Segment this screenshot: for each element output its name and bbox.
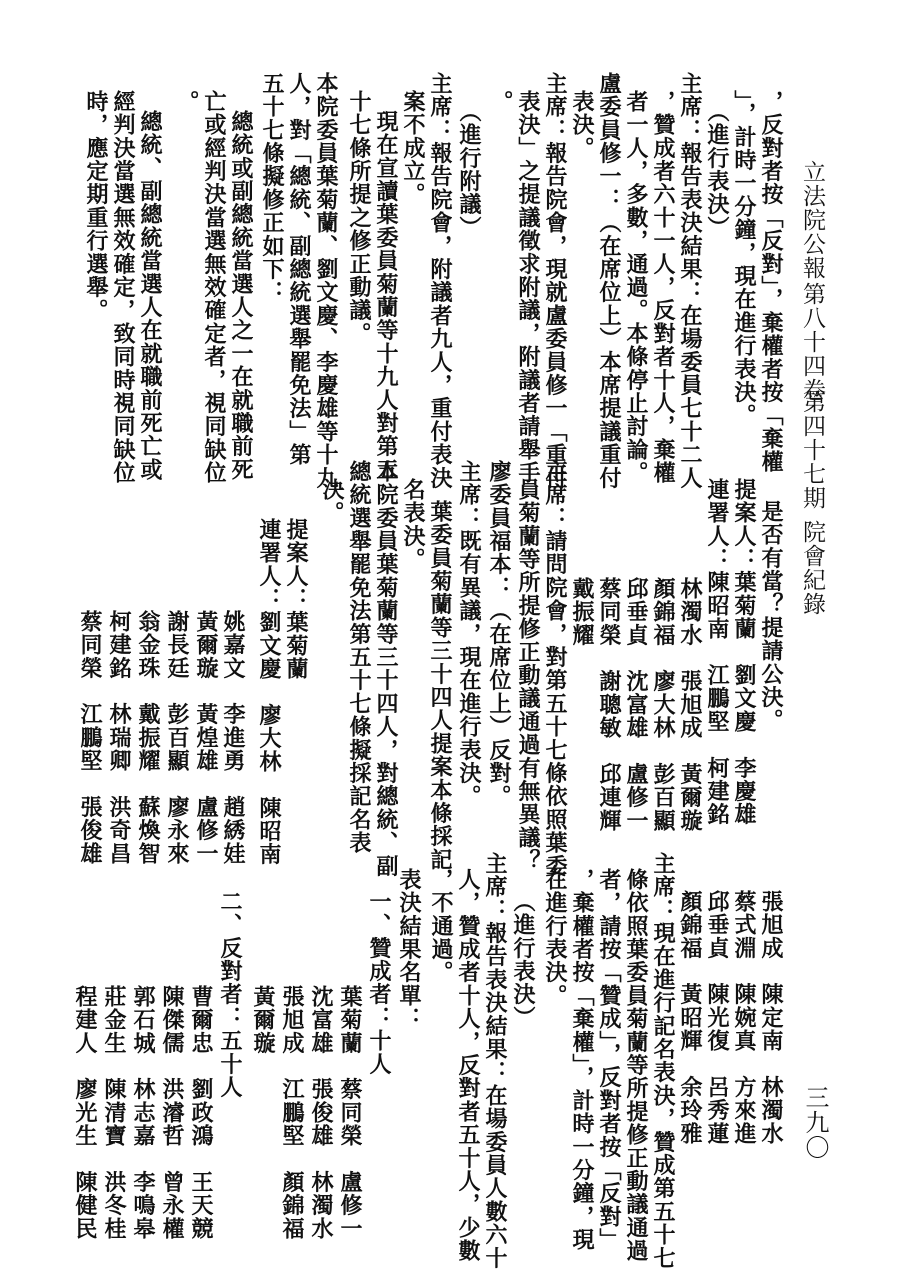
text-line: 程建人 廖光生 陳健民 — [72, 985, 98, 1241]
text-line: 時，應定期重行選舉。 — [83, 90, 109, 322]
text-line: 張旭成 江鵬堅 顏錦福 — [279, 985, 305, 1241]
text-line: 主席：既有異議，現在進行表決。 — [456, 460, 482, 808]
text-line: 亡或經判決當選無效確定者，視同缺位 — [201, 90, 227, 485]
text-line: 。 — [488, 90, 514, 114]
section-label: 院會紀錄 — [799, 520, 825, 616]
text-line: 葉委員菊蘭等三十四人提案本條採記 — [427, 500, 453, 872]
text-line: 經判決當選無效確定，致同時視同缺位 — [110, 90, 136, 485]
text-line: 張旭成 陳定南 林濁水 — [758, 890, 784, 1146]
page-number: 三九〇 — [801, 1085, 829, 1160]
text-line: 蔡同榮 謝聰敏 邱連輝 — [596, 577, 622, 833]
text-line: ，反對者按「反對」，棄權者按「棄權 — [758, 90, 784, 474]
text-line: 陳傑儒 洪濬哲 曾永權 — [159, 985, 185, 1241]
text-line: 本院委員葉菊蘭、劉文慶、李慶雄等十九 — [313, 72, 339, 490]
issue-label: 第四十七期 — [799, 390, 825, 510]
text-line: 人，贊成者十人，反對者五十人，少數 — [455, 868, 481, 1263]
text-line: （進行表決） — [704, 100, 730, 240]
text-line: ，不通過。 — [428, 868, 454, 984]
text-line: 。 — [174, 90, 200, 114]
text-line: 莊金生 陳清寶 洪冬桂 — [101, 985, 127, 1241]
text-line: 條依照葉委員菊蘭等所提修正動議通過 — [623, 868, 649, 1263]
text-line: 總統、副總統當選人在就職前死亡或 — [137, 110, 163, 482]
text-line: 謝長廷 彭百顯 廖永來 — [164, 610, 190, 866]
text-line: 決。 — [319, 478, 345, 525]
text-line: （進行附議） — [456, 100, 482, 240]
text-line: 翁金珠 戴振耀 蘇煥智 — [135, 610, 161, 866]
text-line: 郭石城 林志嘉 李鳴皋 — [130, 985, 156, 1241]
text-line: 十七條所提之修正動議。 — [346, 90, 372, 346]
text-line: 主席：報告表決結果：在場委員人數六十 — [482, 852, 508, 1270]
text-line: （進行表決） — [510, 890, 536, 1030]
text-line: 總統選舉罷免法第五十七條擬採記名表 — [346, 460, 372, 855]
text-line: ，棄權者按「棄權」，計時一分鐘，現 — [569, 868, 595, 1252]
text-line: 主席：報告院會，現就盧委員修一「重付 — [542, 72, 568, 490]
text-line: 總統或副總統當選人之一在就職前死 — [228, 110, 254, 482]
gazette-title: 立法院公報 — [799, 160, 825, 280]
text-line: 提案人：葉菊蘭 — [283, 518, 309, 681]
text-line: 顏錦福 黃昭輝 余玲雅 — [677, 890, 703, 1146]
text-line: 表決」之提議徵求附議，附議者請舉手 — [515, 90, 541, 485]
text-line: 曹爾忠 劉政鴻 王天競 — [188, 985, 214, 1241]
text-line: 邱垂貞 陳光復 呂秀蓮 — [704, 890, 730, 1146]
text-line: 提案人：葉菊蘭 劉文慶 李慶雄 — [731, 478, 757, 826]
text-line: 」，計時一分鐘，現在進行表決。 — [731, 90, 757, 427]
text-line: 柯建銘 林瑞卿 洪奇昌 — [106, 610, 132, 866]
text-line: 廖委員福本：（在席位上）反對。 — [486, 460, 512, 808]
text-line: 戴振耀 — [569, 577, 595, 647]
text-line: 姚嘉文 李進勇 趙綉娃 — [220, 610, 246, 866]
text-line: 名表決。 — [400, 478, 426, 571]
text-line: 蔡同榮 江鵬堅 張俊雄 — [77, 610, 103, 866]
text-line: 連署人：陳昭南 江鵬堅 柯建銘 — [704, 478, 730, 826]
text-line: 主席：現在進行記名表決，贊成第五十七 — [650, 852, 676, 1270]
text-line: 顏錦福 廖大林 彭百顯 — [650, 577, 676, 833]
text-line: 葉菊蘭 蔡同榮 盧修一 — [337, 985, 363, 1241]
text-line: 黃爾璇 黃煌雄 盧修一 — [193, 610, 219, 866]
text-line: 案不成立。 — [400, 90, 426, 206]
text-line: 在進行表決。 — [542, 868, 568, 1008]
volume-label: 第八十四卷 — [799, 282, 825, 402]
text-line: 人，對「總統、副總統選舉罷免法」第 — [286, 72, 312, 467]
text-line: 邱垂貞 沈富雄 盧修一 — [623, 577, 649, 833]
text-line: 員菊蘭等所提修正動議通過有無異議？ — [515, 478, 541, 873]
text-line: 盧委員修一：（在席位上）本席提議重付 — [596, 72, 622, 490]
text-line: 本院委員葉菊蘭等三十四人，對總統、副 — [373, 460, 399, 878]
text-line: 黃爾璇 — [250, 985, 276, 1055]
text-line: 主席：報告院會，附議者九人，重付表決 — [427, 72, 453, 490]
text-line: 者一人，多數，通過。本條停止討論。 — [623, 90, 649, 485]
text-line: 主席：請問院會，對第五十七條依照葉委 — [542, 460, 568, 878]
text-line: 現在宣讀葉委員菊蘭等十九人對第五 — [373, 110, 399, 482]
text-line: 主席：報告表決結果：在場委員七十二人 — [677, 72, 703, 490]
text-line: 是否有當？提請公決。 — [758, 500, 784, 732]
text-line: 表決。 — [569, 90, 595, 160]
text-line: 者，請按「贊成」，反對者按「反對」 — [596, 868, 622, 1252]
text-line: ，贊成者六十一人，反對者十人，棄權 — [650, 90, 676, 485]
text-line: 一、贊成者：十人 — [366, 890, 392, 1076]
text-line: 五十七條擬修正如下： — [259, 72, 285, 304]
text-line: 蔡式淵 陳婉真 方來進 — [731, 890, 757, 1146]
text-line: 沈富雄 張俊雄 林濁水 — [308, 985, 334, 1241]
text-line: 連署人：劉文慶 廖大林 陳昭南 — [256, 518, 282, 866]
text-line: 表決結果名單： — [396, 868, 422, 1031]
text-line: 二、反對者：五十人 — [217, 890, 243, 1099]
text-line: 林濁水 張旭成 黃爾璇 — [677, 577, 703, 833]
